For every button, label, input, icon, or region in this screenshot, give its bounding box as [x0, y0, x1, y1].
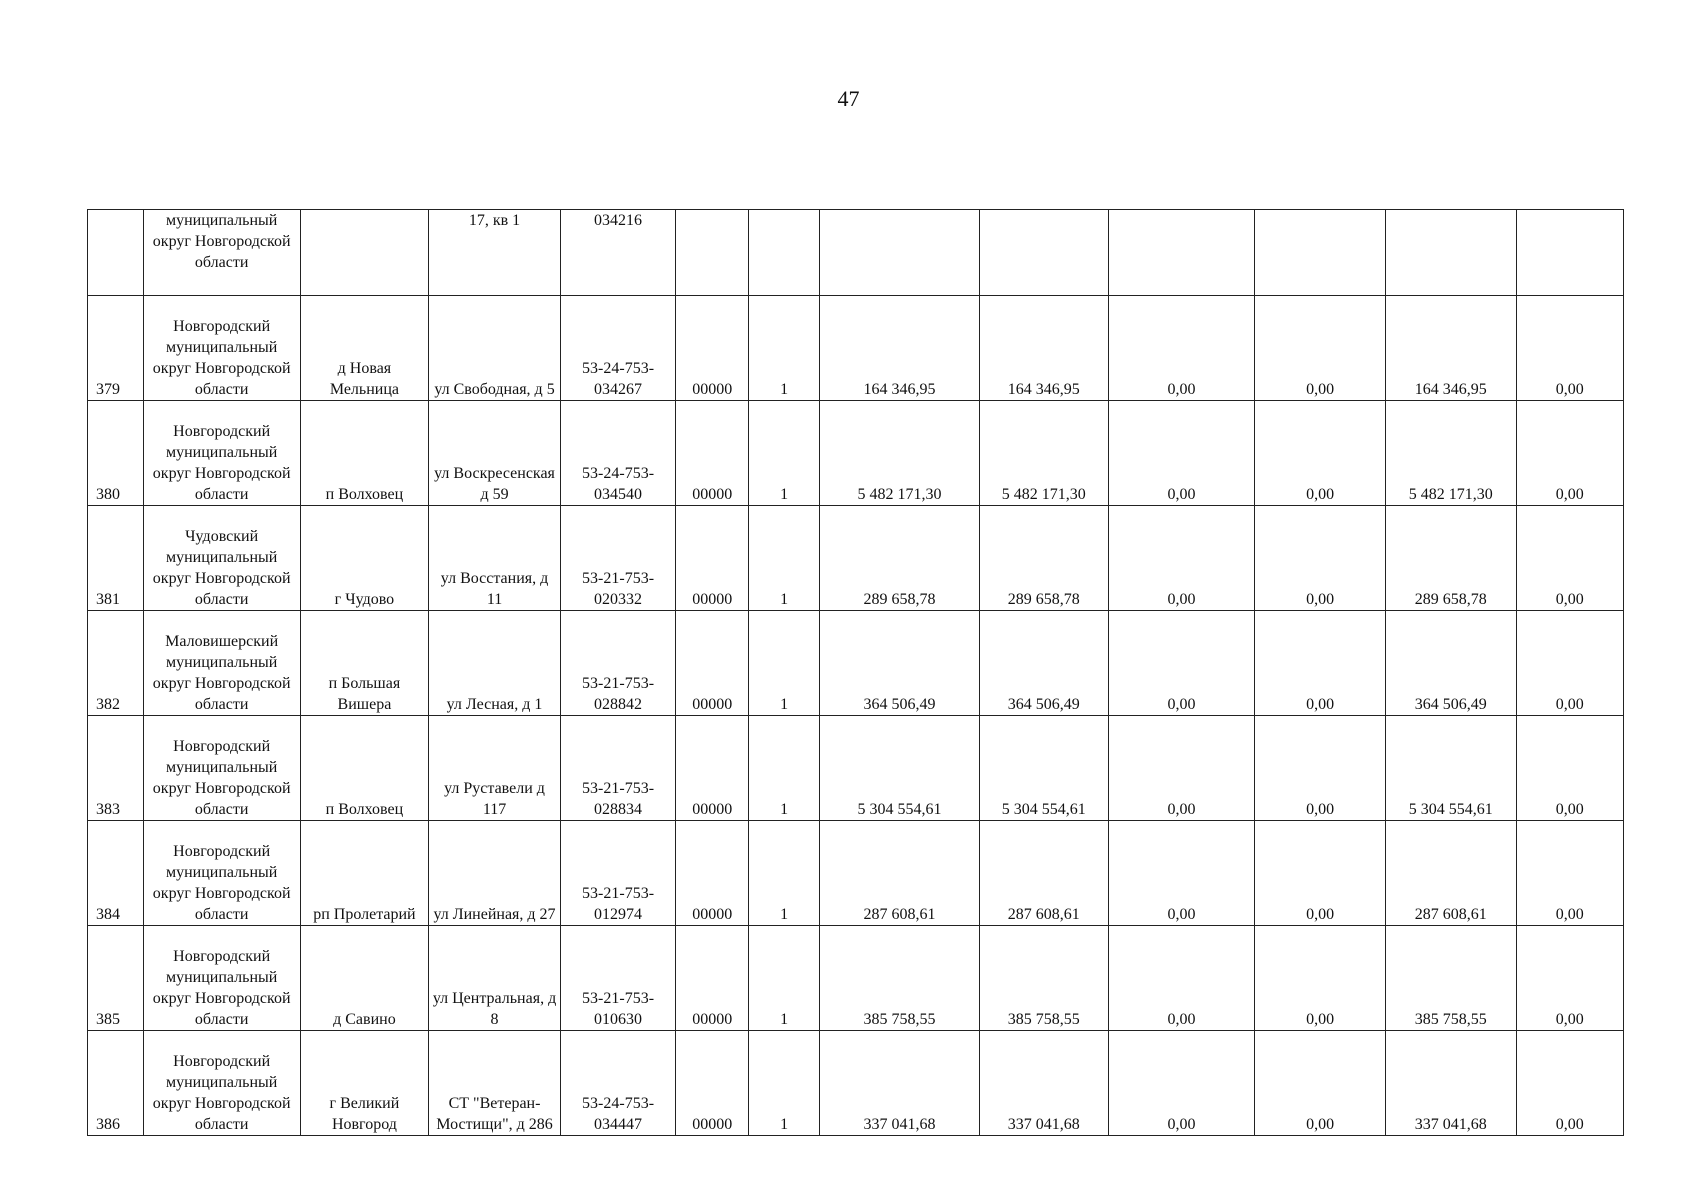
amount-cell: 289 658,78 — [1385, 506, 1516, 611]
code-zero-cell: 00000 — [676, 926, 749, 1031]
amount-cell: 0,00 — [1108, 611, 1255, 716]
code-cell: 53-21-753-012974 — [560, 821, 675, 926]
value-cell — [749, 210, 820, 296]
amount-cell: 287 608,61 — [1385, 821, 1516, 926]
settlement-cell: п Волховец — [300, 716, 429, 821]
address-cell: ул Центральная, д 8 — [429, 926, 561, 1031]
code-cell: 53-24-753-034540 — [560, 401, 675, 506]
code-zero-cell: 00000 — [676, 716, 749, 821]
amount-cell: 0,00 — [1516, 821, 1623, 926]
amount-cell: 364 506,49 — [1385, 611, 1516, 716]
settlement-cell — [300, 210, 429, 296]
count-cell: 1 — [749, 716, 820, 821]
address-cell: ул Руставели д 117 — [429, 716, 561, 821]
continuation-row — [88, 210, 1624, 296]
address-cell: ул Воскресенская д 59 — [429, 401, 561, 506]
value-cell — [1516, 210, 1623, 296]
count-cell: 1 — [749, 611, 820, 716]
code-cell: 53-21-753-028834 — [560, 716, 675, 821]
settlement-cell: п Большая Вишера — [300, 611, 429, 716]
table-row — [88, 506, 1624, 611]
amount-cell: 0,00 — [1108, 506, 1255, 611]
count-cell: 1 — [749, 506, 820, 611]
municipality-cell: Чудовский муниципальный округ Новгородской области — [143, 506, 300, 611]
amount-cell: 0,00 — [1516, 401, 1623, 506]
value-cell — [1385, 210, 1516, 296]
amount-cell: 0,00 — [1516, 716, 1623, 821]
amount-cell: 385 758,55 — [820, 926, 980, 1031]
settlement-cell: д Новая Мельница — [300, 296, 429, 401]
code-cell: 53-21-753-020332 — [560, 506, 675, 611]
code-zero-cell: 00000 — [676, 821, 749, 926]
value-cell — [1108, 210, 1255, 296]
count-cell: 1 — [749, 1031, 820, 1136]
table-row — [88, 296, 1624, 401]
settlement-cell: г Великий Новгород — [300, 1031, 429, 1136]
amount-cell: 5 304 554,61 — [1385, 716, 1516, 821]
amount-cell: 0,00 — [1516, 296, 1623, 401]
amount-cell: 0,00 — [1255, 401, 1386, 506]
count-cell: 1 — [749, 401, 820, 506]
value-cell — [979, 210, 1108, 296]
address-cell: 17, кв 1 — [429, 210, 561, 296]
row-number: 379 — [88, 296, 144, 401]
amount-cell: 0,00 — [1516, 1031, 1623, 1136]
amount-cell: 385 758,55 — [1385, 926, 1516, 1031]
amount-cell: 287 608,61 — [820, 821, 980, 926]
count-cell: 1 — [749, 821, 820, 926]
amount-cell: 0,00 — [1255, 821, 1386, 926]
amount-cell: 0,00 — [1255, 716, 1386, 821]
value-cell — [676, 210, 749, 296]
code-cell: 034216 — [560, 210, 675, 296]
code-cell: 53-21-753-028842 — [560, 611, 675, 716]
value-cell — [1255, 210, 1386, 296]
code-zero-cell: 00000 — [676, 611, 749, 716]
code-cell: 53-21-753-010630 — [560, 926, 675, 1031]
amount-cell: 5 482 171,30 — [1385, 401, 1516, 506]
count-cell: 1 — [749, 926, 820, 1031]
row-number: 385 — [88, 926, 144, 1031]
amount-cell: 337 041,68 — [1385, 1031, 1516, 1136]
code-zero-cell: 00000 — [676, 1031, 749, 1136]
amount-cell: 337 041,68 — [820, 1031, 980, 1136]
amount-cell: 0,00 — [1108, 1031, 1255, 1136]
amount-cell: 289 658,78 — [820, 506, 980, 611]
amount-cell: 5 482 171,30 — [979, 401, 1108, 506]
amount-cell: 0,00 — [1108, 401, 1255, 506]
municipality-cell: Новгородский муниципальный округ Новгородской области — [143, 401, 300, 506]
amount-cell: 164 346,95 — [1385, 296, 1516, 401]
municipality-cell: Новгородский муниципальный округ Новгородской области — [143, 926, 300, 1031]
settlement-cell: п Волховец — [300, 401, 429, 506]
settlement-cell: г Чудово — [300, 506, 429, 611]
amount-cell: 0,00 — [1108, 821, 1255, 926]
row-number: 381 — [88, 506, 144, 611]
amount-cell: 164 346,95 — [979, 296, 1108, 401]
amount-cell: 289 658,78 — [979, 506, 1108, 611]
municipality-cell: Новгородский муниципальный округ Новгородской области — [143, 821, 300, 926]
row-number — [88, 210, 144, 296]
amount-cell: 0,00 — [1108, 926, 1255, 1031]
amount-cell: 385 758,55 — [979, 926, 1108, 1031]
amount-cell: 164 346,95 — [820, 296, 980, 401]
amount-cell: 5 304 554,61 — [979, 716, 1108, 821]
address-cell: ул Восстания, д 11 — [429, 506, 561, 611]
amount-cell: 337 041,68 — [979, 1031, 1108, 1136]
table-row — [88, 611, 1624, 716]
code-zero-cell: 00000 — [676, 506, 749, 611]
table-row — [88, 1031, 1624, 1136]
address-cell: ул Лесная, д 1 — [429, 611, 561, 716]
table-row — [88, 821, 1624, 926]
code-zero-cell: 00000 — [676, 401, 749, 506]
amount-cell: 0,00 — [1255, 926, 1386, 1031]
amount-cell: 0,00 — [1255, 296, 1386, 401]
municipality-cell: Маловишерский муниципальный округ Новгородской области — [143, 611, 300, 716]
code-zero-cell: 00000 — [676, 296, 749, 401]
amount-cell: 0,00 — [1255, 611, 1386, 716]
amount-cell: 364 506,49 — [979, 611, 1108, 716]
amount-cell: 0,00 — [1516, 926, 1623, 1031]
amount-cell: 0,00 — [1108, 716, 1255, 821]
municipality-cell: Новгородский муниципальный округ Новгородской области — [143, 296, 300, 401]
settlement-cell: рп Пролетарий — [300, 821, 429, 926]
row-number: 384 — [88, 821, 144, 926]
amount-cell: 0,00 — [1108, 296, 1255, 401]
address-cell: СТ "Ветеран-Мостищи", д 286 — [429, 1031, 561, 1136]
amount-cell: 0,00 — [1255, 506, 1386, 611]
registry-table — [87, 209, 1624, 1136]
table-row — [88, 716, 1624, 821]
row-number: 383 — [88, 716, 144, 821]
municipality-cell: Новгородский муниципальный округ Новгородской области — [143, 1031, 300, 1136]
count-cell: 1 — [749, 296, 820, 401]
row-number: 382 — [88, 611, 144, 716]
amount-cell: 287 608,61 — [979, 821, 1108, 926]
row-number: 386 — [88, 1031, 144, 1136]
table-row — [88, 926, 1624, 1031]
page-number: 47 — [837, 86, 860, 111]
municipality-cell: муниципальный округ Новгородской области — [143, 210, 300, 296]
table-row — [88, 401, 1624, 506]
address-cell: ул Свободная, д 5 — [429, 296, 561, 401]
code-cell: 53-24-753-034267 — [560, 296, 675, 401]
address-cell: ул Линейная, д 27 — [429, 821, 561, 926]
amount-cell: 0,00 — [1516, 611, 1623, 716]
value-cell — [820, 210, 980, 296]
municipality-cell: Новгородский муниципальный округ Новгородской области — [143, 716, 300, 821]
amount-cell: 5 482 171,30 — [820, 401, 980, 506]
code-cell: 53-24-753-034447 — [560, 1031, 675, 1136]
settlement-cell: д Савино — [300, 926, 429, 1031]
amount-cell: 364 506,49 — [820, 611, 980, 716]
row-number: 380 — [88, 401, 144, 506]
amount-cell: 5 304 554,61 — [820, 716, 980, 821]
amount-cell: 0,00 — [1255, 1031, 1386, 1136]
amount-cell: 0,00 — [1516, 506, 1623, 611]
